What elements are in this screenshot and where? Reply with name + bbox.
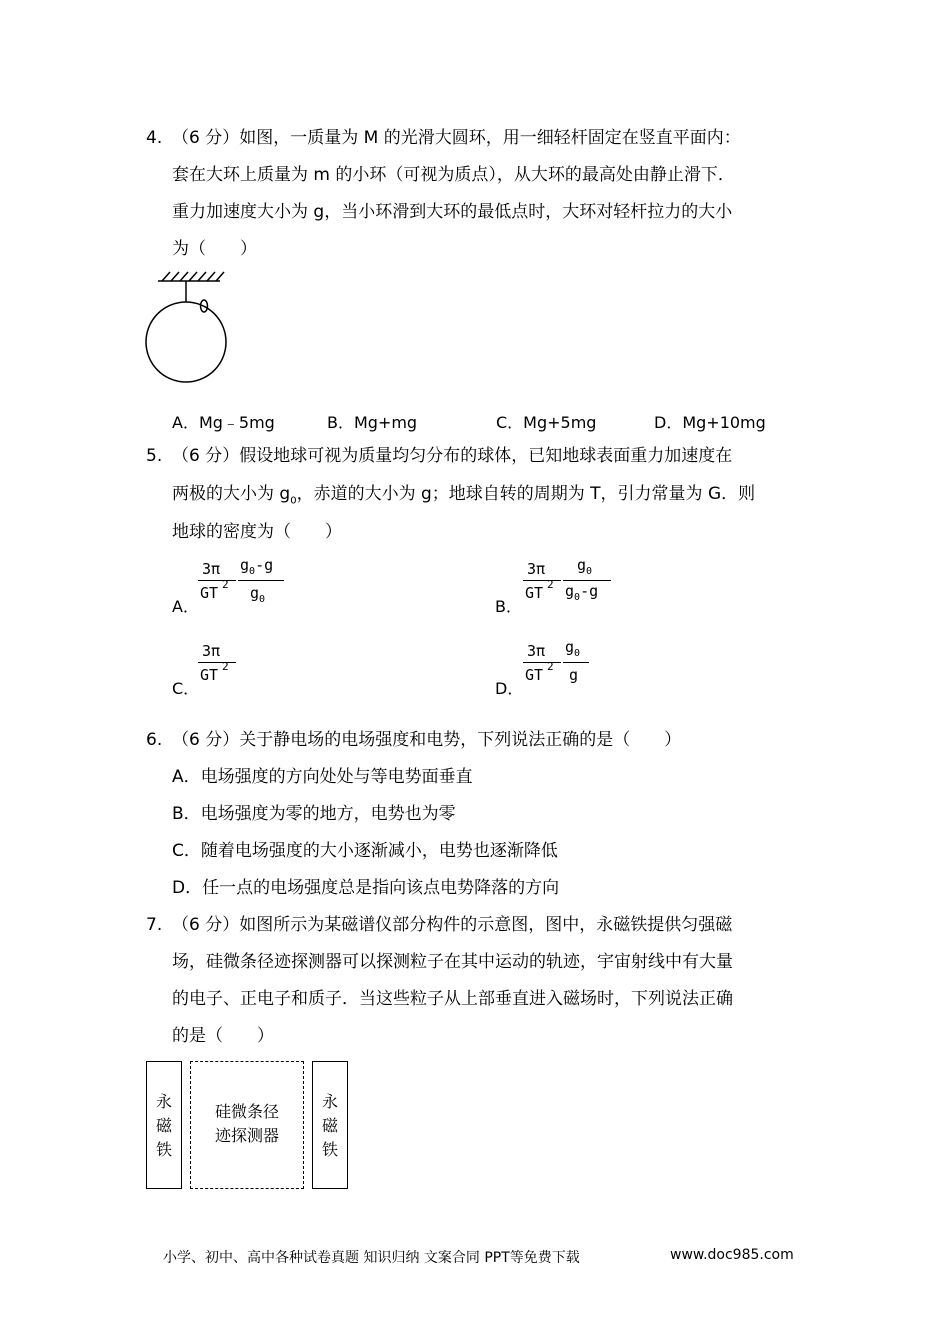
q5-formula-d: 3π GT 2 $g_0$ g [523,638,593,694]
q4-line-2: 套在大环上质量为 m 的小环（可视为质点），从大环的最高处由静止滑下． [172,165,735,185]
silicon-microstrip-detector: 硅微条径 迹探测器 [190,1061,304,1189]
q7-number: 7. [146,915,163,935]
ring-on-rod-diagram [140,268,240,398]
q5-number: 5. [146,446,163,466]
q6-stem: （6 分）关于静电场的电场强度和电势，下列说法正确的是（ ） [172,730,682,750]
q4-line-4: 为（ ） [172,239,257,259]
q5-line-1: （6 分）假设地球可视为质量均匀分布的球体，已知地球表面重力加速度在 [172,446,733,466]
big-ring [146,302,226,382]
q4-option-d: D．Mg+10mg [654,413,766,432]
ceiling-hatching [162,272,224,281]
q7-line-2: 场，硅微条径迹探测器可以探测粒子在其中运动的轨迹，宇宙射线中有大量 [172,952,733,972]
q5-line-2: 两极的大小为 $g_0$，赤道的大小为 g；地球自转的周期为 T，引力常量为 G．则 [172,484,756,507]
q4-number: 4. [146,128,163,148]
q5-formula-c: 3π GT 2 [198,638,244,694]
right-permanent-magnet: 永 磁 铁 [312,1061,348,1189]
q5-label-c: C． [172,679,200,698]
q5-label-b: B． [495,597,522,616]
q5-label-d: D． [495,679,524,698]
q6-option-c: C．随着电场强度的大小逐渐减小，电势也逐渐降低 [172,841,558,861]
q6-option-d: D．任一点的电场强度总是指向该点电势降落的方向 [172,878,560,898]
footer-text: 小学、初中、高中各种试卷真题 知识归纳 文案合同 PPT等免费下载 [163,1250,580,1266]
left-permanent-magnet: 永 磁 铁 [146,1061,182,1189]
q4-option-a: A．Mg﹣5mg [172,413,275,432]
q4-line-1: （6 分）如图，一质量为 M 的光滑大圆环，用一细轻杆固定在竖直平面内： [172,128,741,148]
footer-url[interactable]: www.doc985.com [670,1247,794,1263]
q6-number: 6. [146,730,163,750]
q4-option-c: C．Mg+5mg [496,413,597,432]
q5-formula-a: 3π GT 2 $g_0-g$ $g_0$ [198,556,288,612]
q7-line-3: 的电子、正电子和质子．当这些粒子从上部垂直进入磁场时，下列说法正确 [172,989,733,1009]
q5-formula-b: 3π GT 2 $g_0$ $g_0-g$ [523,556,615,612]
q7-line-1: （6 分）如图所示为某磁谱仪部分构件的示意图，图中，永磁铁提供匀强磁 [172,915,733,935]
q4-line-3: 重力加速度大小为 g，当小环滑到大环的最低点时，大环对轻杆拉力的大小 [172,202,733,222]
q7-line-4: 的是（ ） [172,1026,274,1046]
q4-option-b: B．Mg+mg [327,413,418,432]
q5-label-a: A． [172,597,199,616]
q6-option-b: B．电场强度为零的地方，电势也为零 [172,804,456,824]
q5-line-3: 地球的密度为（ ） [172,522,342,542]
q6-option-a: A．电场强度的方向处处与等电势面垂直 [172,767,473,787]
